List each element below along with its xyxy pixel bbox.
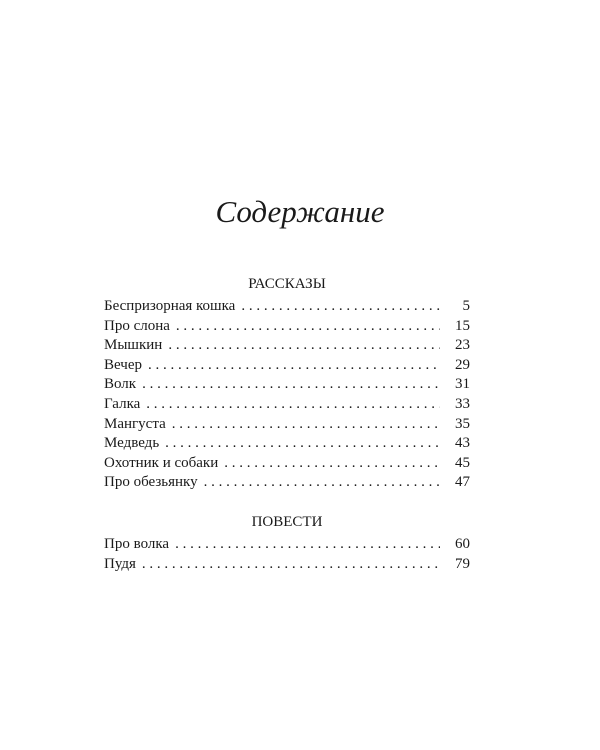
entry-page-number: 79 xyxy=(455,555,470,572)
entry-page-number: 5 xyxy=(462,298,470,314)
dot-leader xyxy=(172,415,440,435)
entry-page-number: 33 xyxy=(455,395,470,412)
entry-page-number: 23 xyxy=(455,337,470,354)
dot-leader xyxy=(146,395,440,415)
entry-title: Пудя xyxy=(104,555,136,572)
dot-leader xyxy=(142,375,440,395)
entry-page-number: 47 xyxy=(455,474,470,491)
toc-entry[interactable] xyxy=(104,415,470,435)
dot-leader xyxy=(142,555,440,575)
section-heading: ПОВЕСТИ xyxy=(251,513,323,530)
entry-title: Про слона xyxy=(104,317,170,334)
dot-leader xyxy=(148,356,440,376)
page-title: Содержание xyxy=(215,194,385,229)
section-heading: РАССКАЗЫ xyxy=(248,276,326,292)
entry-title: Беспризорная кошка xyxy=(104,298,236,314)
dot-leader xyxy=(165,434,440,454)
table-of-contents xyxy=(104,272,470,574)
entry-title: Мангуста xyxy=(104,415,166,432)
toc-entry[interactable] xyxy=(104,375,470,395)
toc-entry[interactable] xyxy=(104,297,470,317)
dot-leader xyxy=(204,473,440,493)
toc-entry[interactable] xyxy=(104,454,470,474)
toc-entry[interactable] xyxy=(104,473,470,493)
toc-entry[interactable] xyxy=(104,434,470,454)
entry-title: Медведь xyxy=(104,435,160,452)
section-novellas xyxy=(104,510,470,574)
entry-title: Про обезьянку xyxy=(104,474,198,491)
entry-page-number: 35 xyxy=(455,415,470,432)
toc-entry[interactable] xyxy=(104,336,470,356)
entry-page-number: 45 xyxy=(455,454,470,471)
entry-page-number: 15 xyxy=(455,317,470,334)
toc-entry[interactable] xyxy=(104,535,470,555)
dot-leader xyxy=(241,297,440,317)
entry-title: Галка xyxy=(104,395,141,412)
dot-leader xyxy=(175,535,440,555)
entry-title: Про волка xyxy=(104,535,170,552)
toc-entry[interactable] xyxy=(104,356,470,376)
entry-page-number: 60 xyxy=(455,535,470,552)
dot-leader xyxy=(224,454,440,474)
entry-title: Вечер xyxy=(104,356,142,373)
entry-list xyxy=(104,535,470,574)
toc-entry[interactable] xyxy=(104,555,470,575)
toc-entry[interactable] xyxy=(104,395,470,415)
entry-page-number: 31 xyxy=(455,376,470,393)
dot-leader xyxy=(176,317,440,337)
entry-page-number: 43 xyxy=(455,435,470,452)
dot-leader xyxy=(168,336,440,356)
section-stories xyxy=(104,272,470,493)
entry-title: Волк xyxy=(104,376,137,393)
entry-page-number: 29 xyxy=(455,356,470,373)
entry-list xyxy=(104,297,470,493)
entry-title: Охотник и собаки xyxy=(104,454,219,471)
entry-title: Мышкин xyxy=(104,337,163,354)
toc-entry[interactable] xyxy=(104,317,470,337)
